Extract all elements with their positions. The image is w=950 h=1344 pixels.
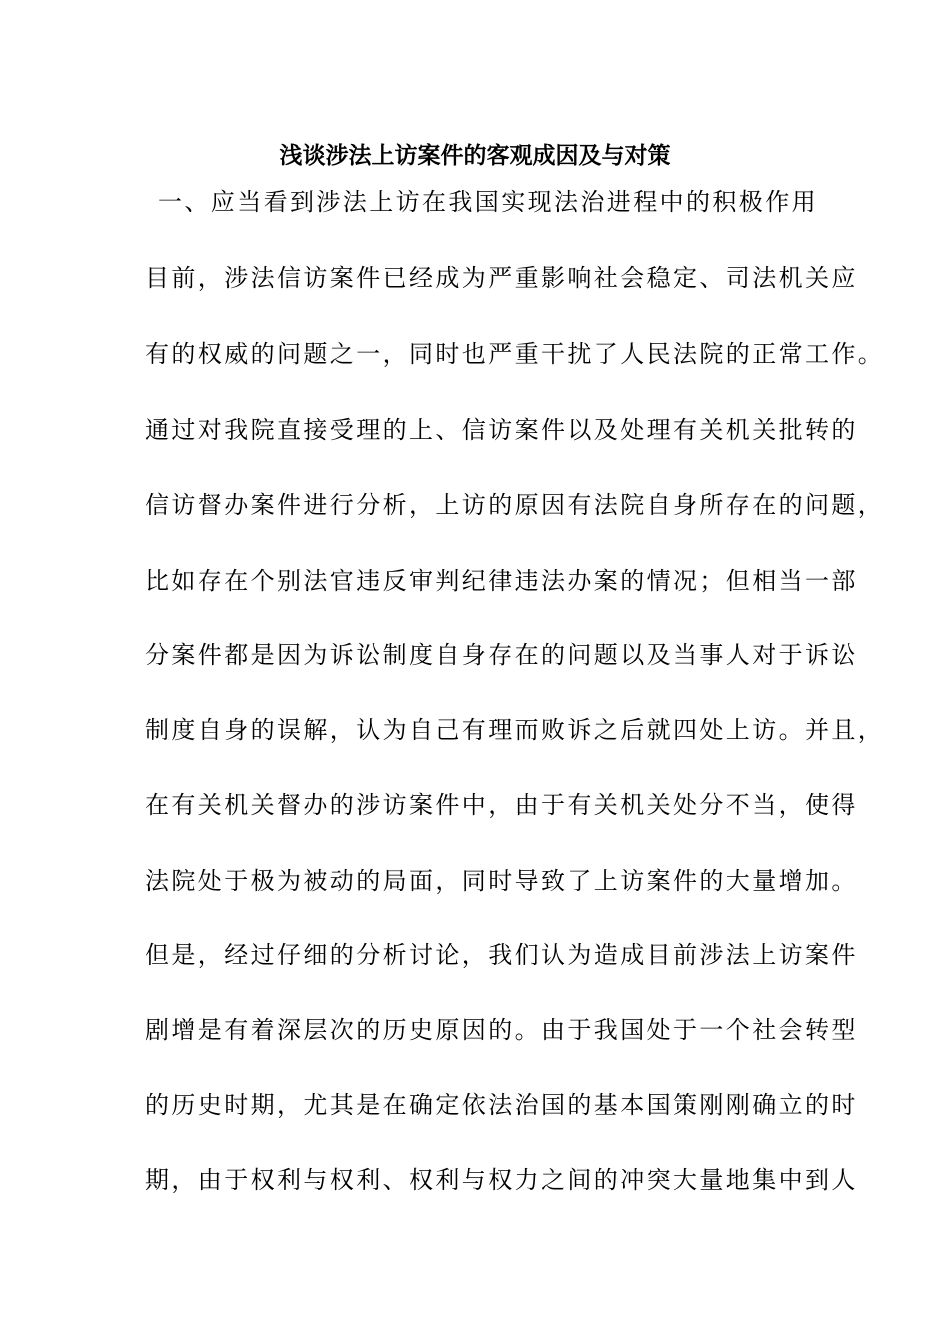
body-text-line: 分案件都是因为诉讼制度自身存在的问题以及当事人对于诉讼 [145,641,858,669]
document-title: 浅谈涉法上访案件的客观成因及与对策 [279,142,671,169]
body-text-line: 剧增是有着深层次的历史原因的。由于我国处于一个社会转型 [145,1016,858,1044]
body-text-line: 期，由于权利与权利、权利与权力之间的冲突大量地集中到人 [145,1166,858,1194]
body-text-line: 目前，涉法信访案件已经成为严重影响社会稳定、司法机关应 [145,264,858,292]
body-text-line: 法院处于极为被动的局面，同时导致了上访案件的大量增加。 [145,867,858,895]
body-text-line: 通过对我院直接受理的上、信访案件以及处理有关机关批转的 [145,416,858,444]
body-text-line: 但是，经过仔细的分析讨论，我们认为造成目前涉法上访案件 [145,941,858,969]
body-text-line: 比如存在个别法官违反审判纪律违法办案的情况；但相当一部 [145,567,858,595]
body-text-line: 有的权威的问题之一，同时也严重干扰了人民法院的正常工作。 [145,340,885,368]
section-heading: 一、应当看到涉法上访在我国实现法治进程中的积极作用 [158,188,818,216]
body-text-line: 信访督办案件进行分析，上访的原因有法院自身所存在的问题， [145,491,885,519]
body-text-line: 制度自身的误解，认为自己有理而败诉之后就四处上访。并且， [145,716,885,744]
body-text-line: 的历史时期，尤其是在确定依法治国的基本国策刚刚确立的时 [145,1091,858,1119]
body-text-line: 在有关机关督办的涉访案件中，由于有关机关处分不当，使得 [145,791,858,819]
